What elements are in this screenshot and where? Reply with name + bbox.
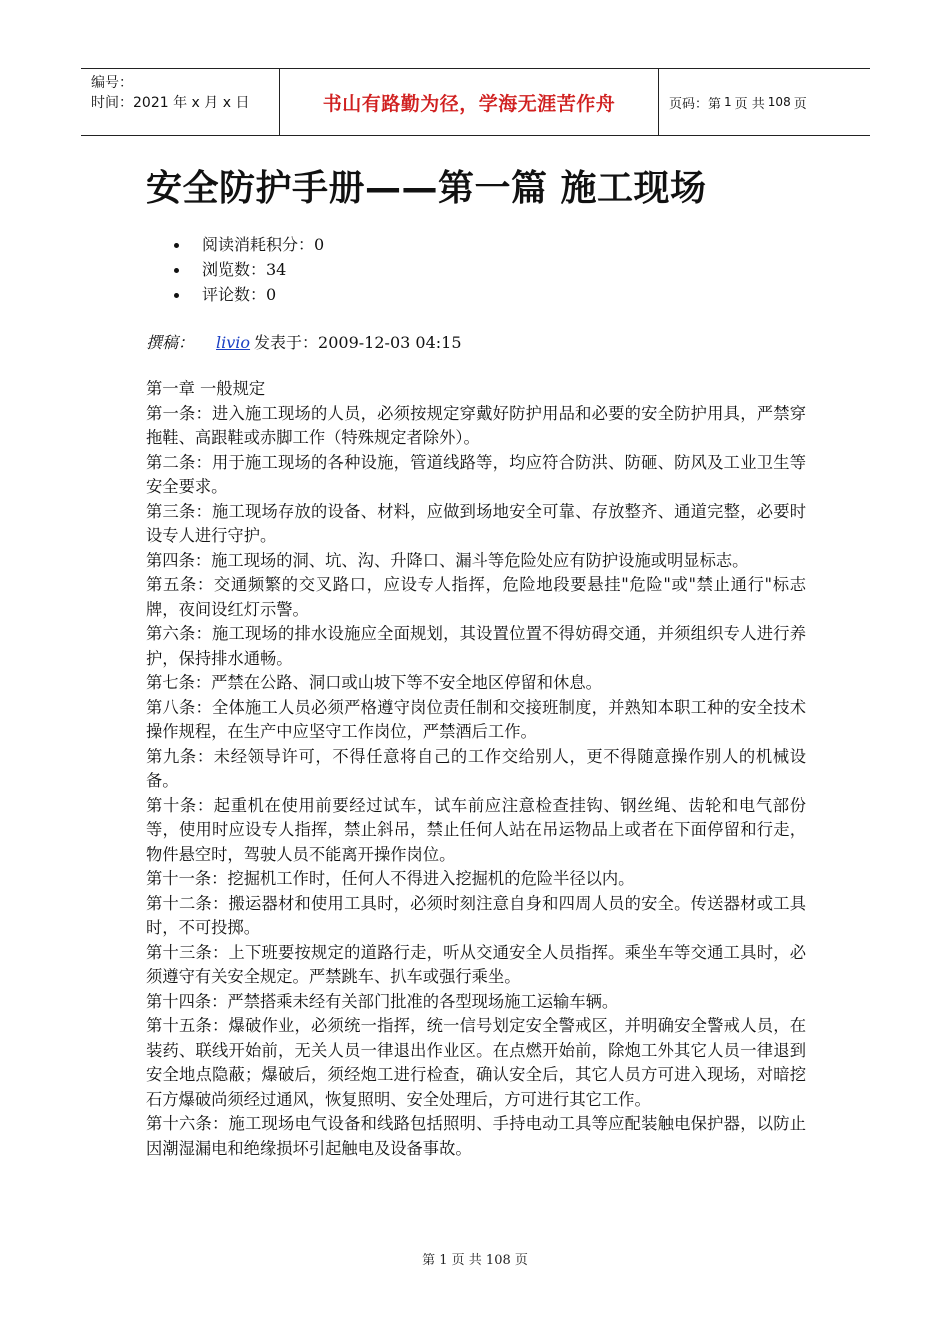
chapter-heading: 第一章 一般规定 xyxy=(146,379,266,398)
header-page-info xyxy=(659,69,870,135)
article-paragraph: 第六条：施工现场的排水设施应全面规划，其设置位置不得妨碍交通，并须组织专人进行养护，保持排水通畅。 xyxy=(146,624,806,668)
article-paragraph: 第四条：施工现场的洞、坑、沟、升降口、漏斗等危险处应有防护设施或明显标志。 xyxy=(146,550,749,570)
document-header xyxy=(81,68,870,136)
page-label-suffix: 页 xyxy=(793,96,807,112)
meta-views: 浏览数：34 xyxy=(168,257,324,282)
meta-list xyxy=(168,232,324,307)
header-motto: 书山有路勤为径，学海无涯苦作舟 xyxy=(279,69,659,135)
article-paragraph: 第三条：施工现场存放的设备、材料，应做到场地安全可靠、存放整齐、通道完整，必要时设专人进行守护。 xyxy=(146,501,806,545)
page-footer: 第 1 页 共 108 页 xyxy=(422,1253,528,1268)
article-paragraph: 第十五条：爆破作业，必须统一指挥，统一信号划定安全警戒区，并明确安全警戒人员，在装药、联线开始前，无关人员一律退出作业区。在点燃开始前，除炮工外其它人员一律退到安全地点隐蔽；爆破后，须经炮工进行检查，确认安全后，其它人员方可进入现场，对暗挖石方爆破尚须经过通风，恢复照明、安全处理后，方可进行其它工作。 xyxy=(146,1016,806,1109)
article-paragraph: 第十条：起重机在使用前要经过试车，试车前应注意检查挂钩、钢丝绳、齿轮和电气部份等，使用时应设专人指挥，禁止斜吊，禁止任何人站在吊运物品上或者在下面停留和行走，物件悬空时，驾驶人员不能离开操作岗位。 xyxy=(146,795,806,864)
article-paragraph: 第十二条：搬运器材和使用工具时，必须时刻注意自身和四周人员的安全。传送器材或工具时，不可投掷。 xyxy=(146,893,806,937)
byline xyxy=(146,330,462,353)
meta-comments: 评论数：0 xyxy=(168,282,324,307)
author-link[interactable]: livio xyxy=(216,333,251,352)
article-paragraph: 第五条：交通频繁的交叉路口，应设专人指挥，危险地段要悬挂"危险"或"禁止通行"标志牌，夜间设红灯示警。 xyxy=(146,575,806,619)
article-paragraph: 第八条：全体施工人员必须严格遵守岗位责任制和交接班制度，并熟知本职工种的安全技术操作规程，在生产中应坚守工作岗位，严禁酒后工作。 xyxy=(146,697,806,741)
article-paragraph: 第十四条：严禁搭乘未经有关部门批准的各型现场施工运输车辆。 xyxy=(146,991,619,1011)
meta-points: 阅读消耗积分：0 xyxy=(168,232,324,257)
page-total: 108 xyxy=(767,95,791,109)
posted-time: 发表于：2009-12-03 04:15 xyxy=(254,333,462,352)
article-paragraph: 第九条：未经领导许可，不得任意将自己的工作交给别人，更不得随意操作别人的机械设备。 xyxy=(146,746,806,790)
article-paragraph: 第一条：进入施工现场的人员，必须按规定穿戴好防护用品和必要的安全防护用具，严禁穿拖鞋、高跟鞋或赤脚工作（特殊规定者除外）。 xyxy=(146,403,806,447)
page-title: 安全防护手册——第一篇 施工现场 xyxy=(146,168,707,209)
article-body xyxy=(146,377,806,1161)
byline-label: 撰稿： xyxy=(146,333,195,352)
article-paragraph: 第十三条：上下班要按规定的道路行走，听从交通安全人员指挥。乘坐车等交通工具时，必须遵守有关安全规定。严禁跳车、扒车或强行乘坐。 xyxy=(146,942,806,986)
article-paragraph: 第二条：用于施工现场的各种设施，管道线路等，均应符合防洪、防砸、防风及工业卫生等安全要求。 xyxy=(146,452,806,496)
page-current: 1 xyxy=(724,95,732,109)
header-info xyxy=(81,69,279,135)
article-paragraph: 第十六条：施工现场电气设备和线路包括照明、手持电动工具等应配装触电保护器，以防止因潮湿漏电和绝缘损坏引起触电及设备事故。 xyxy=(146,1114,806,1158)
page-label-prefix: 页码：第 xyxy=(669,96,722,112)
header-time: 时间：2021 年 x 月 x 日 xyxy=(91,95,250,111)
article-paragraph: 第十一条：挖掘机工作时，任何人不得进入挖掘机的危险半径以内。 xyxy=(146,869,635,888)
article-paragraph: 第七条：严禁在公路、洞口或山坡下等不安全地区停留和休息。 xyxy=(146,673,602,692)
header-number: 编号： xyxy=(91,75,133,91)
page-label-mid: 页 共 xyxy=(734,96,765,112)
